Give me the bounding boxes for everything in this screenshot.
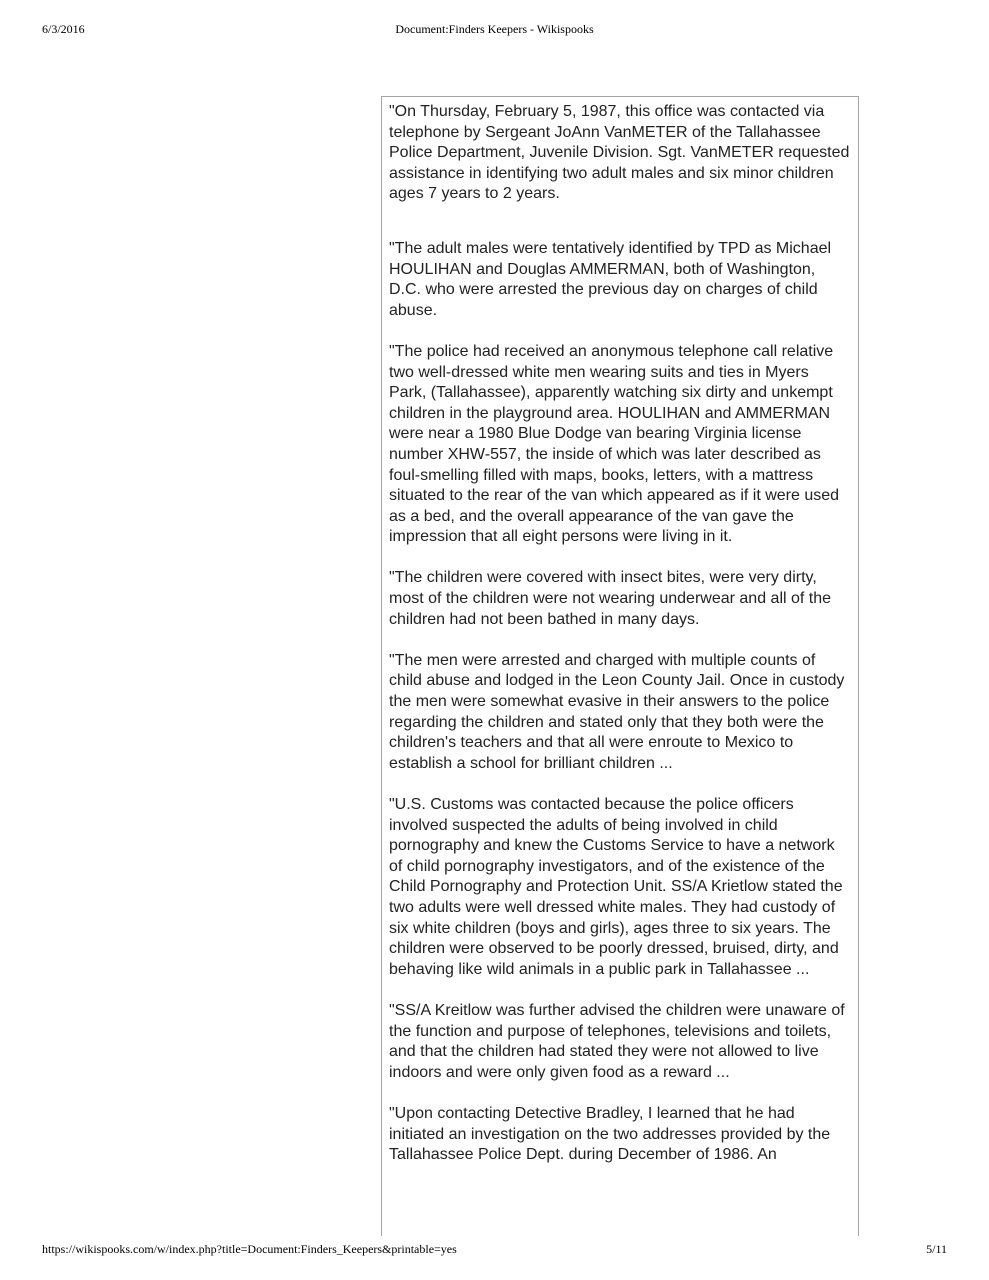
quote-paragraph: "The men were arrested and charged with multiple counts of child abuse and lodged in the Leon County Jail. Once in custody the men were somewhat evasive in their answers to the police regarding the children and stated only that they both were the children's teachers and that all were enroute to Mexico to establish a school for brilliant children ... — [389, 651, 845, 772]
quote-paragraph: "On Thursday, February 5, 1987, this office was contacted via telephone by Sergeant JoAnn VanMETER of the Tallahassee Police Department, Juvenile Division. Sgt. VanMETER requested assistance in identifying two adult males and six minor children ages 7 years to 2 years. — [389, 103, 850, 203]
quote-paragraph: "U.S. Customs was contacted because the police officers involved suspected the adults of being involved in child pornography and knew the Customs Service to have a network of child pornography investigators, and of the existence of the Child Pornography and Protection Unit. SS/A Krietlow stated the two adults were well dressed white males. They had custody of six white children (boys and girls), ages three to six years. The children were observed to be poorly dressed, bruised, dirty, and behaving like wild animals in a public park in Tallahassee ... — [389, 796, 843, 978]
quote-paragraph: "SS/A Kreitlow was further advised the children were unaware of the function and purpose of telephones, televisions and toilets, and that the children had stated they were not allowed to live indoors and were only given food as a reward ... — [389, 1001, 845, 1081]
quote-paragraph: "The police had received an anonymous telephone call relative two well-dressed white men wearing suits and ties in Myers Park, (Tallahassee), apparently watching six dirty and unkempt children in the playground area. HOULIHAN and AMMERMAN were near a 1980 Blue Dodge van bearing Virginia license number XHW-557, the inside of which was later described as foul-smelling filled with maps, books, letters, with a mattress situated to the rear of the van which appeared as if it were used as a bed, and the overall appearance of the van gave the impression that all eight persons were living in it. — [389, 342, 840, 546]
quote-paragraph: "The children were covered with insect bites, were very dirty, most of the children were not wearing underwear and all of the children had not been bathed in many days. — [389, 569, 832, 628]
quote-paragraph: "Upon contacting Detective Bradley, I learned that he had initiated an investigation on the two addresses provided by the Tallahassee Police Dept. during December of 1986. An — [389, 1104, 831, 1164]
print-date: 6/3/2016 — [42, 22, 85, 36]
page-number: 5/11 — [926, 1242, 947, 1256]
print-footer — [0, 1242, 989, 1260]
print-page-title: Document:Finders Keepers - Wikispooks — [395, 22, 594, 36]
quote-paragraph: "The adult males were tentatively identified by TPD as Michael HOULIHAN and Douglas AMMERMAN, both of Washington, D.C. who were arrested the previous day on charges of child abuse. — [389, 239, 832, 319]
print-url: https://wikispooks.com/w/index.php?title=Document:Finders_Keepers&printable=yes — [42, 1242, 457, 1256]
quote-box — [381, 96, 859, 1236]
print-header — [0, 22, 989, 40]
